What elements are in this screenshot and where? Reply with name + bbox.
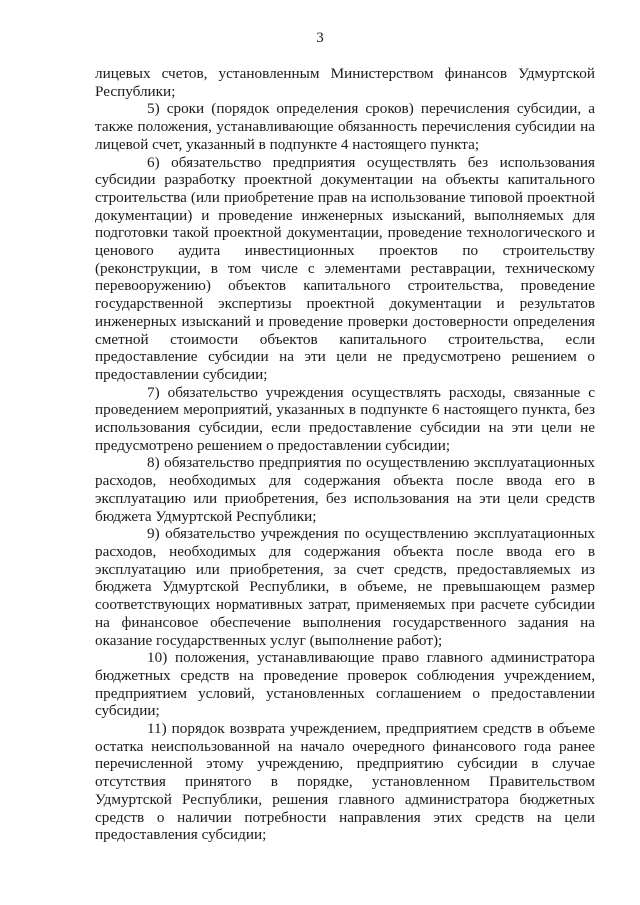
paragraph-continuation: лицевых счетов, установленным Министерством финансов Удмуртской Республики; — [95, 65, 595, 100]
paragraph-item-9: 9) обязательство учреждения по осуществлению эксплуатационных расходов, необходимых для содержания объекта после ввода его в эксплуатацию или приобретения, за счет средств, предоставляемых из бюджета Удмуртской Республики, в объеме, не превышающем размер соответствующих нормативных затрат, применяемых при расчете субсидии на финансовое обеспечение выполнения государственного задания на оказание государственных услуг (выполнение работ); — [95, 525, 595, 649]
paragraph-item-6: 6) обязательство предприятия осуществлять без использования субсидии разработку проектной документации на объекты капитального строительства (или приобретение прав на использование типовой проектной документации) и проведение инженерных изысканий, выполняемых для подготовки такой проектной документации, проведение технологического и ценового аудита инвестиционных проектов по строительству (реконструкции, в том числе с элементами реставрации, техническому перевооружению) объектов капитального строительства, проведение государственной экспертизы проектной документации и результатов инженерных изысканий и проведение проверки достоверности определения сметной стоимости объектов капитального строительства, если предоставление субсидии на эти цели не предусмотрено решением о предоставлении субсидии; — [95, 153, 595, 383]
paragraph-item-7: 7) обязательство учреждения осуществлять расходы, связанные с проведением мероприятий, указанных в подпункте 6 настоящего пункта, без использования субсидии, если предоставление субсидии на эти цели не предусмотрено решением о предоставлении субсидии; — [95, 383, 595, 454]
paragraph-item-8: 8) обязательство предприятия по осуществлению эксплуатационных расходов, необходимых для содержания объекта после ввода его в эксплуатацию или приобретения, без использования на эти цели средств бюджета Удмуртской Республики; — [95, 454, 595, 525]
paragraph-item-5: 5) сроки (порядок определения сроков) перечисления субсидии, а также положения, устанавливающие обязанность перечисления субсидии на лицевой счет, указанный в подпункте 4 настоящего пункта; — [95, 100, 595, 153]
document-body — [95, 65, 595, 844]
paragraph-item-10: 10) положения, устанавливающие право главного администратора бюджетных средств на проведение проверок соблюдения учреждением, предприятием условий, установленных соглашением о предоставлении субсидии; — [95, 649, 595, 720]
page-number: 3 — [316, 30, 324, 46]
paragraph-item-11: 11) порядок возврата учреждением, предприятием средств в объеме остатка неиспользованной на начало очередного финансового года ранее перечисленной этому учреждению, предприятию субсидии в случае отсутствия принятого в порядке, установленном Правительством Удмуртской Республики, решения главного администратора бюджетных средств о наличии потребности направления этих средств на цели предоставления субсидии; — [95, 720, 595, 844]
